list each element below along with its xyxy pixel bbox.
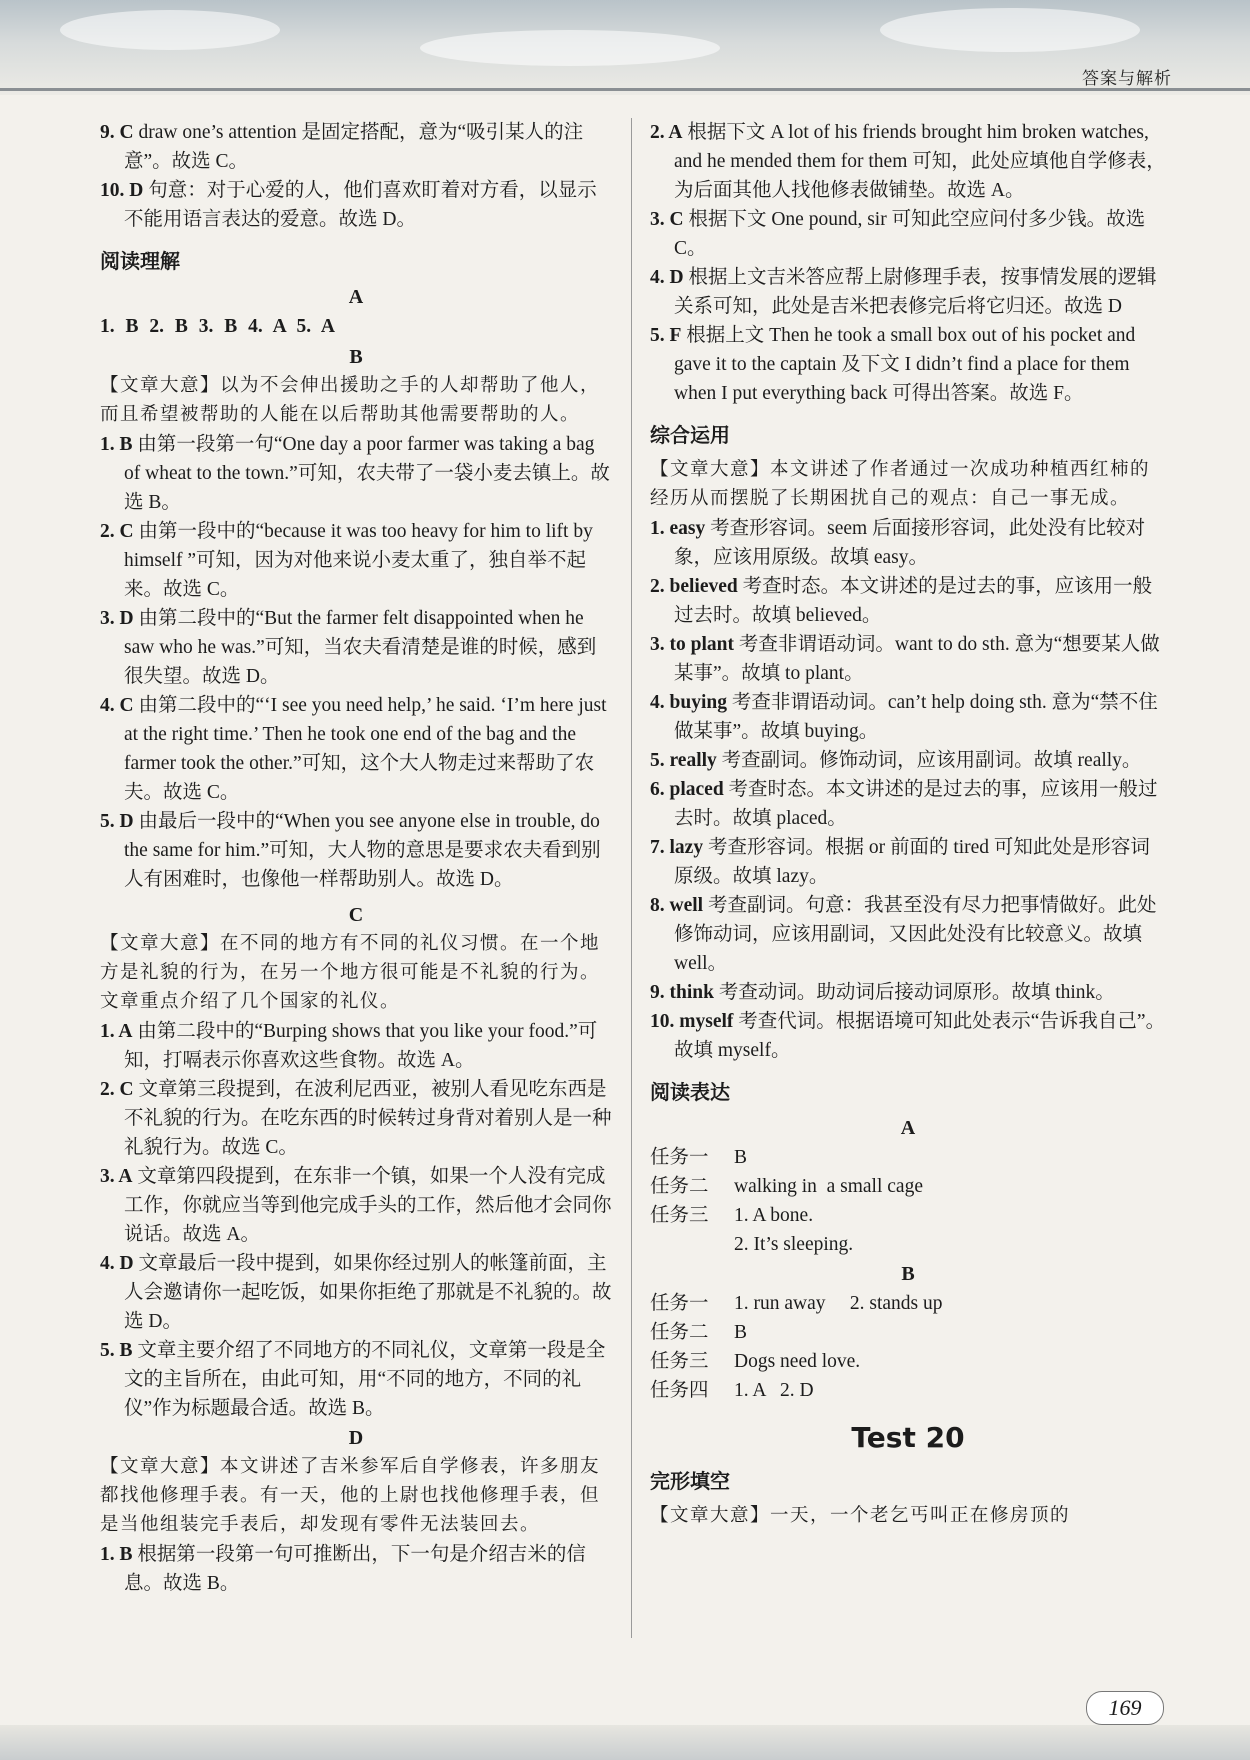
answer-key: 1. B: [100, 1544, 133, 1565]
answer-key: 9. C: [100, 122, 134, 143]
cloze-section-title: 综合运用: [650, 423, 730, 447]
section-d-items: [100, 1540, 612, 1598]
task-label: 任务二: [650, 1176, 709, 1197]
answer-item: [650, 205, 1166, 263]
section-c-summary: 【文章大意】在不同的地方有不同的礼仪习惯。在一个地方是礼貌的行为，在另一个地方很可能是不礼貌的行为。文章重点介绍了几个国家的礼仪。: [100, 934, 601, 1012]
task-label: 任务一: [650, 1293, 709, 1314]
answer-item: [100, 1075, 612, 1162]
next-summary: 【文章大意】一天，一个老乞丐叫正在修房顶的: [650, 1506, 1071, 1526]
answer-key: 10. myself: [650, 1011, 734, 1032]
answer-explanation: 考查形容词。根据 or 前面的 tired 可知此处是形容词原级。故填 lazy。: [674, 837, 1150, 887]
answer-key: 5. D: [100, 811, 134, 832]
answer-key: 4. D: [650, 267, 684, 288]
answer-item: [650, 263, 1166, 321]
header-band: [0, 0, 1250, 95]
header-title: 答案与解析: [1082, 69, 1172, 89]
header-rule: [0, 88, 1250, 91]
task-answer-line: 1. A bone.: [734, 1205, 814, 1226]
answer-explanation: 句意：对于心爱的人，他们喜欢盯着对方看，以显示不能用语言表达的爱意。故选 D。: [124, 180, 597, 230]
task-answer: [734, 1289, 1166, 1318]
section-d-label: D: [348, 1427, 364, 1449]
section-b-summary: 【文章大意】以为不会伸出援助之手的人却帮助了他人，而且希望被帮助的人能在以后帮助其他需要帮助的人。: [100, 376, 601, 425]
task-label: 任务二: [650, 1322, 709, 1343]
next-section-title: 完形填空: [650, 1469, 730, 1493]
answer-key: 1. B: [100, 434, 133, 455]
answer-explanation: 由第一段第一句“One day a poor farmer was taking a bag of wheat to the town.”可知，农夫带了一袋小麦去镇上。故选 B。: [124, 434, 610, 513]
answer-key: 2. A: [650, 122, 683, 143]
answer-key: 5. B: [100, 1340, 133, 1361]
answer-item: [650, 514, 1166, 572]
answer-key: 4. buying: [650, 692, 727, 713]
answer-key: 2. C: [100, 1079, 134, 1100]
task-row: [650, 1289, 1166, 1318]
task-label: 任务三: [650, 1351, 709, 1372]
task-row: [650, 1376, 1166, 1405]
answer-explanation: 由第二段中的“But the farmer felt disappointed when he saw who he was.”可知，当农夫看清楚是谁的时候，感到很失望。故选 D。: [124, 608, 597, 687]
section-c-label: C: [348, 904, 364, 926]
answer-item: [650, 833, 1166, 891]
answer-explanation: 考查形容词。seem 后面接形容词，此处没有比较对象，应该用原级。故填 easy。: [674, 518, 1146, 568]
answer-item: [650, 118, 1166, 205]
task-answer: [734, 1376, 1166, 1405]
answer-item: [100, 118, 612, 176]
answer-explanation: 文章最后一段中提到，如果你经过别人的帐篷前面，主人会邀请你一起吃饭，如果你拒绝了那就是不礼貌的。故选 D。: [124, 1253, 612, 1332]
answer-explanation: 根据下文 A lot of his friends brought him broken watches, and he mended them for them 可知，此处应填他自学修表，为后面其他人找他修表做铺垫。故选 A。: [674, 122, 1166, 201]
answer-key: 3. to plant: [650, 634, 734, 655]
task-answer: [734, 1347, 1166, 1376]
answer-explanation: 考查动词。助动词后接动词原形。故填 think。: [713, 982, 1115, 1003]
answer-item: [650, 978, 1166, 1007]
task-answer-line: B: [734, 1147, 748, 1168]
column-divider: [631, 118, 632, 1638]
task-answer: [734, 1318, 1166, 1347]
page-number: 169: [1086, 1691, 1164, 1725]
answer-item: [650, 321, 1166, 408]
answer-item: [650, 1007, 1166, 1065]
answer-explanation: 根据第一段第一句可推断出，下一句是介绍吉米的信息。故选 B。: [124, 1544, 586, 1594]
cloud-decoration: [880, 8, 1140, 52]
answer-item: [100, 1162, 612, 1249]
answer-item: [100, 1540, 612, 1598]
task-row: [650, 1172, 1166, 1201]
answer-key: 4. D: [100, 1253, 134, 1274]
reading-section-title: 阅读理解: [100, 249, 180, 273]
answer-explanation: 考查代词。根据语境可知此处表示“告诉我自己”。故填 myself。: [674, 1011, 1166, 1061]
section-d-items-cont: [650, 118, 1166, 408]
answer-explanation: 考查非谓语动词。can’t help doing sth. 意为“禁不住做某事”。故填 buying。: [674, 692, 1158, 742]
cloud-decoration: [60, 10, 280, 50]
section-c-items: [100, 1017, 612, 1423]
answer-explanation: 根据上文 Then he took a small box out of his pocket and gave it to the captain 及下文 I didn’t find a place for them when I put everything back 可得出答案。故选 F。: [674, 325, 1136, 404]
answer-item: [650, 891, 1166, 978]
answer-explanation: 考查时态。本文讲述的是过去的事，应该用一般过去时。故填 believed。: [674, 576, 1153, 626]
answer-explanation: 根据上文吉米答应帮上尉修理手表，按事情发展的逻辑关系可知，此处是吉米把表修完后将它归还。故选 D: [674, 267, 1157, 317]
cloud-decoration: [420, 30, 720, 66]
section-b-label: B: [349, 346, 363, 368]
task-answer: [734, 1201, 1166, 1259]
answer-item: [100, 604, 612, 691]
expression-section-title: 阅读表达: [650, 1080, 730, 1104]
task-answer-line: 1. A 2. D: [734, 1380, 814, 1401]
task-answer: [734, 1143, 1166, 1172]
task-answer-line: 1. run away 2. stands up: [734, 1293, 943, 1314]
top-items: [100, 118, 612, 234]
task-label: 任务四: [650, 1380, 709, 1401]
answer-explanation: 考查非谓语动词。want to do sth. 意为“想要某人做某事”。故填 to plant。: [674, 634, 1160, 684]
answer-item: [100, 1336, 612, 1423]
task-answer-line: Dogs need love.: [734, 1351, 861, 1372]
answer-explanation: 考查副词。修饰动词，应该用副词。故填 really。: [716, 750, 1142, 771]
section-d-summary: 【文章大意】本文讲述了吉米参军后自学修表，许多朋友都找他修理手表。有一天，他的上尉也找他修理手表，但是当他组装完手表后，却发现有零件无法装回去。: [100, 1457, 601, 1535]
answer-key: 3. D: [100, 608, 134, 629]
answer-explanation: 考查副词。句意：我甚至没有尽力把事情做好。此处修饰动词，应该用副词，又因此处没有比较意义。故填 well。: [674, 895, 1157, 974]
task-row: [650, 1318, 1166, 1347]
answer-explanation: 文章第四段提到，在东非一个镇，如果一个人没有完成工作，你就应当等到他完成手头的工作，然后他才会同你说话。故选 A。: [124, 1166, 612, 1245]
task-row: [650, 1347, 1166, 1376]
answer-key: 1. easy: [650, 518, 706, 539]
expression-b-label: B: [901, 1263, 915, 1285]
answer-key: 4. C: [100, 695, 134, 716]
cloze-items: [650, 514, 1166, 1065]
section-a-answers: 1. B 2. B 3. B 4. A 5. A: [100, 316, 335, 337]
task-answer-line: 2. It’s sleeping.: [734, 1234, 854, 1255]
answer-explanation: 由第二段中的“Burping shows that you like your food.”可知，打嗝表示你喜欢这些食物。故选 A。: [124, 1021, 598, 1071]
answer-explanation: draw one’s attention 是固定搭配，意为“吸引某人的注意”。故选 C。: [124, 122, 584, 172]
answer-explanation: 由最后一段中的“When you see anyone else in trouble, do the same for him.”可知，大人物的意思是要求农夫看到别人有困难时，也像他一样帮助别人。故选 D。: [124, 811, 601, 890]
answer-key: 5. F: [650, 325, 682, 346]
answer-key: 3. A: [100, 1166, 133, 1187]
answer-item: [100, 430, 612, 517]
answer-item: [100, 517, 612, 604]
answer-item: [100, 807, 612, 894]
section-a-label: A: [348, 286, 364, 308]
right-column: [650, 118, 1166, 1531]
answer-explanation: 由第二段中的“‘I see you need help,’ he said. ‘I’m here just at the right time.’ Then he took one end of the bag and the farmer took the other.”可知，这个大人物走过来帮助了农夫。故选 C。: [124, 695, 607, 803]
left-column: [100, 118, 612, 1598]
expression-b-tasks: [650, 1289, 1166, 1405]
answer-explanation: 由第一段中的“because it was too heavy for him to lift by himself ”可知，因为对他来说小麦太重了，独自举不起来。故选 C。: [124, 521, 593, 600]
expression-a-tasks: [650, 1143, 1166, 1259]
expression-a-label: A: [900, 1117, 916, 1139]
answer-key: 5. really: [650, 750, 717, 771]
answer-item: [100, 1249, 612, 1336]
answer-item: [650, 688, 1166, 746]
answer-explanation: 文章主要介绍了不同地方的不同礼仪，文章第一段是全文的主旨所在，由此可知，用“不同的地方，不同的礼仪”作为标题最合适。故选 B。: [124, 1340, 606, 1419]
test-title: Test 20: [851, 1421, 965, 1454]
answer-item: [650, 746, 1166, 775]
footer-band: [0, 1725, 1250, 1760]
answer-key: 2. believed: [650, 576, 738, 597]
cloze-summary: 【文章大意】本文讲述了作者通过一次成功种植西红柿的经历从而摆脱了长期困扰自己的观点：自己一事无成。: [650, 460, 1151, 509]
answer-key: 3. C: [650, 209, 684, 230]
answer-item: [650, 572, 1166, 630]
answer-item: [650, 775, 1166, 833]
task-row: [650, 1143, 1166, 1172]
answer-key: 1. A: [100, 1021, 133, 1042]
section-b-items: [100, 430, 612, 894]
answer-item: [100, 691, 612, 807]
answer-key: 9. think: [650, 982, 714, 1003]
answer-explanation: 文章第三段提到，在波利尼西亚，被别人看见吃东西是不礼貌的行为。在吃东西的时候转过身背对着别人是一种礼貌行为。故选 C。: [124, 1079, 612, 1158]
answer-key: 10. D: [100, 180, 144, 201]
answer-key: 7. lazy: [650, 837, 704, 858]
task-answer-line: walking in a small cage: [734, 1176, 923, 1197]
answer-item: [100, 176, 612, 234]
answer-item: [650, 630, 1166, 688]
task-answer: [734, 1172, 1166, 1201]
answer-item: [100, 1017, 612, 1075]
answer-key: 8. well: [650, 895, 704, 916]
task-label: 任务一: [650, 1147, 709, 1168]
task-label: 任务三: [650, 1205, 709, 1226]
answer-key: 6. placed: [650, 779, 724, 800]
task-row: [650, 1201, 1166, 1259]
answer-key: 2. C: [100, 521, 134, 542]
answer-explanation: 根据下文 One pound, sir 可知此空应问付多少钱。故选 C。: [674, 209, 1146, 259]
task-answer-line: B: [734, 1322, 748, 1343]
answer-explanation: 考查时态。本文讲述的是过去的事，应该用一般过去时。故填 placed。: [674, 779, 1158, 829]
